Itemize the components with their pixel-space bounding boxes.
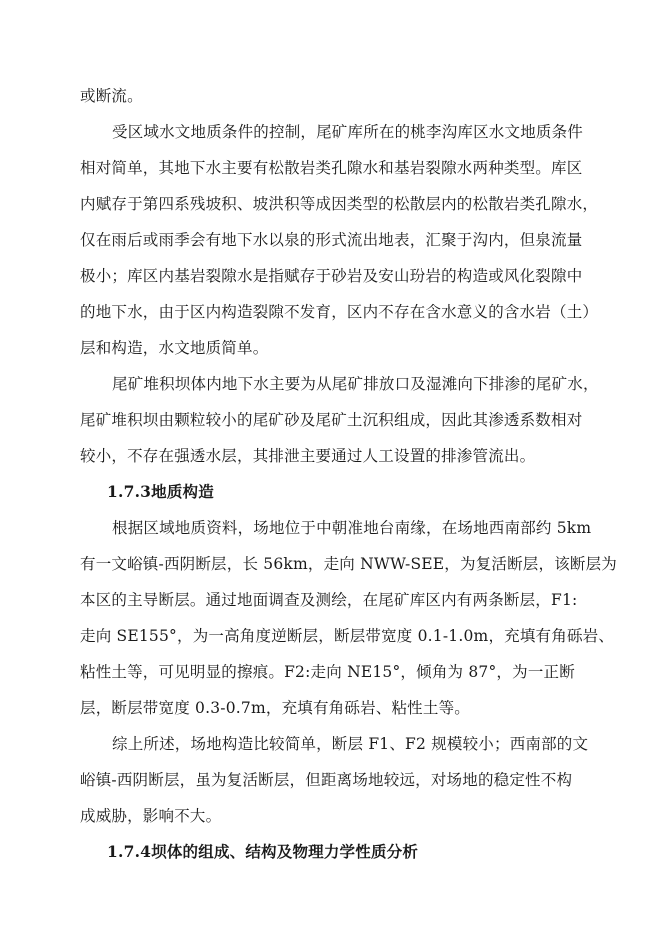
body-line: 的地下水，由于区内构造裂隙不发育，区内不存在含水意义的含水岩（土） [80,303,599,321]
body-line: 粘性土等，可见明显的擦痕。F2:走向 NE15°，倾角为 87°，为一正断 [80,663,575,681]
body-line: 尾矿堆积坝由颗粒较小的尾矿砂及尾矿土沉积组成，因此其渗透系数相对 [80,411,583,429]
body-line: 层，断层带宽度 0.3-0.7m，充填有角砾岩、粘性土等。 [80,699,470,717]
paragraph-first-line: 综上所述，场地构造比较简单，断层 F1、F2 规模较小；西南部的文 [112,735,589,753]
paragraph-first-line: 受区域水文地质条件的控制，尾矿库所在的桃李沟库区水文地质条件 [112,123,584,141]
paragraph-first-line: 尾矿堆积坝体内地下水主要为从尾矿排放口及湿滩向下排渗的尾矿水， [112,375,599,393]
body-line: 本区的主导断层。通过地面调查及测绘，在尾矿库区内有两条断层，F1: [80,591,578,609]
body-line: 内赋存于第四系残坡积、坡洪积等成因类型的松散层内的松散岩类孔隙水， [80,195,599,213]
body-line: 有一文峪镇-西阴断层，长 56km，走向 NWW-SEE，为复活断层，该断层为 [80,555,617,573]
body-line: 仅在雨后或雨季会有地下水以泉的形式流出地表，汇聚于沟内，但泉流量 [80,231,583,249]
section-heading: 1.7.3地质构造 [107,482,214,501]
body-line: 极小；库区内基岩裂隙水是指赋存于砂岩及安山玢岩的构造或风化裂隙中 [80,267,583,285]
section-heading: 1.7.4坝体的组成、结构及物理力学性质分析 [107,842,419,861]
body-line: 较小，不存在强透水层，其排泄主要通过人工设置的排渗管流出。 [80,447,536,465]
body-line: 成威胁，影响不大。 [80,807,222,825]
body-line: 或断流。 [80,87,143,105]
paragraph-first-line: 根据区域地质资料，场地位于中朝准地台南缘，在场地西南部约 5km [112,519,592,537]
body-line: 相对简单，其地下水主要有松散岩类孔隙水和基岩裂隙水两种类型。库区 [80,159,583,177]
body-line: 峪镇-西阴断层，虽为复活断层，但距离场地较远，对场地的稳定性不构 [80,771,573,789]
body-line: 走向 SE155°，为一高角度逆断层，断层带宽度 0.1-1.0m，充填有角砾岩、 [80,627,615,645]
body-line: 层和构造，水文地质简单。 [80,339,269,357]
